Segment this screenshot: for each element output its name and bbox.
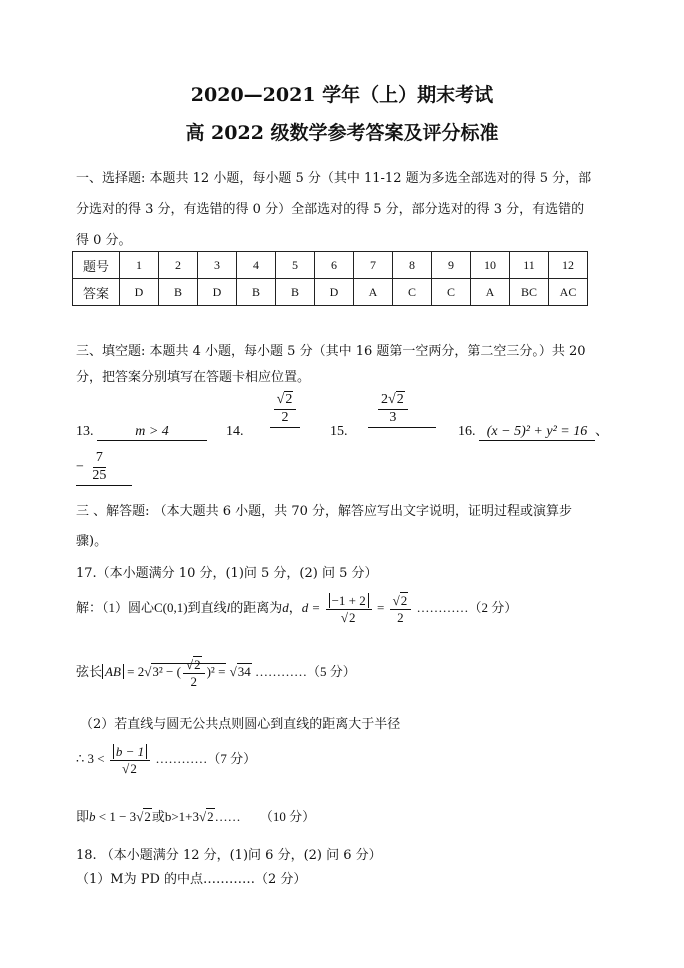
q17-chord: 弦长 AB = 2√3² − ( $\frac{√2}{2}$ )² = √34 …………（5 分）	[76, 657, 356, 689]
section3-line2: 骤)。	[76, 534, 108, 549]
table-cell: B	[237, 279, 276, 306]
q14-numerator: √2	[274, 392, 297, 410]
table-cell: 5	[276, 252, 315, 279]
q13-item	[76, 424, 207, 441]
q14-fraction	[274, 392, 297, 427]
section1-line3: 得 0 分。	[76, 233, 132, 248]
table-cell: D	[315, 279, 354, 306]
table-cell: BC	[510, 279, 549, 306]
table-cell: B	[276, 279, 315, 306]
q16-numerator: 7	[93, 450, 106, 468]
q16-label: 16.	[458, 424, 476, 439]
score-note: …………（5 分）	[255, 664, 356, 680]
table-cell: 3	[198, 252, 237, 279]
table-header-question: 题号	[73, 252, 120, 279]
q13-answer: m > 4	[97, 424, 207, 441]
q15-denominator: 3	[389, 409, 397, 425]
q15-numerator: 2√2	[378, 392, 408, 410]
q14-denominator: 2	[281, 409, 289, 425]
q15-fraction	[378, 392, 408, 427]
score-note: …………（7 分）	[155, 751, 257, 767]
table-cell: A	[354, 279, 393, 306]
section1-line2: 分选对的得 3 分，有选错的得 0 分）全部选对的得 5 分，部分选对的得 3 分，有选错的	[76, 202, 585, 217]
table-cell: 4	[237, 252, 276, 279]
distance-fraction: $\frac{-1 + 2}{√2}$	[326, 593, 372, 625]
table-cell: AC	[549, 279, 588, 306]
table-row-answers	[73, 279, 588, 306]
table-cell: C	[393, 279, 432, 306]
q16-item	[458, 420, 609, 441]
page-subtitle: 高 2022 级数学参考答案及评分标准	[185, 122, 499, 144]
q14-answer	[270, 392, 300, 428]
table-header-answer: 答案	[73, 279, 120, 306]
table-cell: D	[120, 279, 159, 306]
table-cell: 6	[315, 252, 354, 279]
q16-answer2	[76, 450, 132, 486]
score-note: …………（2 分）	[416, 600, 518, 616]
q18-part1: （1）M为 PD 的中点…………（2 分）	[76, 872, 307, 887]
section2-line2: 分，把答案分别填写在答题卡相应位置。	[76, 370, 311, 385]
answer-table	[72, 251, 588, 306]
q16-answer1: (x − 5)² + y² = 16	[479, 424, 595, 441]
q17-inequality: ∴ 3 < $\frac{b - 1}{√2}$ …………（7 分）	[76, 744, 257, 776]
table-cell: D	[198, 279, 237, 306]
q16-denominator: 25	[92, 467, 107, 483]
q15-label: 15.	[330, 424, 348, 439]
center-point: C(0,1)	[154, 600, 188, 616]
q13-label: 13.	[76, 424, 94, 439]
table-cell: 2	[159, 252, 198, 279]
q17-header: 17.（本小题满分 10 分，(1)问 5 分，(2) 问 5 分）	[76, 566, 378, 581]
table-cell: 9	[432, 252, 471, 279]
table-cell: 11	[510, 252, 549, 279]
score-note: （10 分）	[259, 809, 316, 824]
q15-answer	[368, 392, 436, 428]
q18-header: 18. （本小题满分 12 分，(1)问 6 分，(2) 问 6 分）	[76, 848, 382, 863]
section3-line1: 三 、解答题: （本大题共 6 小题，共 70 分，解答应写出文字说明，证明过程或演算步	[76, 504, 572, 519]
q16-separator: 、	[595, 424, 609, 439]
table-cell: 12	[549, 252, 588, 279]
table-cell: 7	[354, 252, 393, 279]
q17-result: 即b < 1 − 3√2或b>1+3√2…… （10 分）	[76, 809, 316, 824]
q16-fraction	[89, 450, 109, 485]
table-cell: B	[159, 279, 198, 306]
table-cell: 8	[393, 252, 432, 279]
table-row-questions	[73, 252, 588, 279]
minus-sign: −	[76, 459, 84, 475]
distance-result: $\frac{√2}{2}$	[390, 593, 412, 625]
q14-label: 14.	[226, 424, 244, 439]
section2-line1: 三、填空题: 本题共 4 小题，每小题 5 分（其中 16 题第一空两分，第二空三分。）共 20	[76, 344, 586, 359]
table-cell: C	[432, 279, 471, 306]
table-cell: A	[471, 279, 510, 306]
q17-part2: （2）若直线与圆无公共点则圆心到直线的距离大于半径	[80, 717, 401, 732]
section1-line1: 一、选择题: 本题共 12 小题，每小题 5 分（其中 11-12 题为多选全部选对的得 5 分，部	[76, 171, 592, 186]
q17-part1: 解：（1）圆心C(0,1)到直线l的距离为d，d = $\frac{-1 + 2}{√2}$ = $\frac{√2}{2}$ …………（2 分）	[76, 593, 518, 625]
table-cell: 10	[471, 252, 510, 279]
table-cell: 1	[120, 252, 159, 279]
page-title: 2020—2021 学年（上）期末考试	[190, 84, 494, 106]
